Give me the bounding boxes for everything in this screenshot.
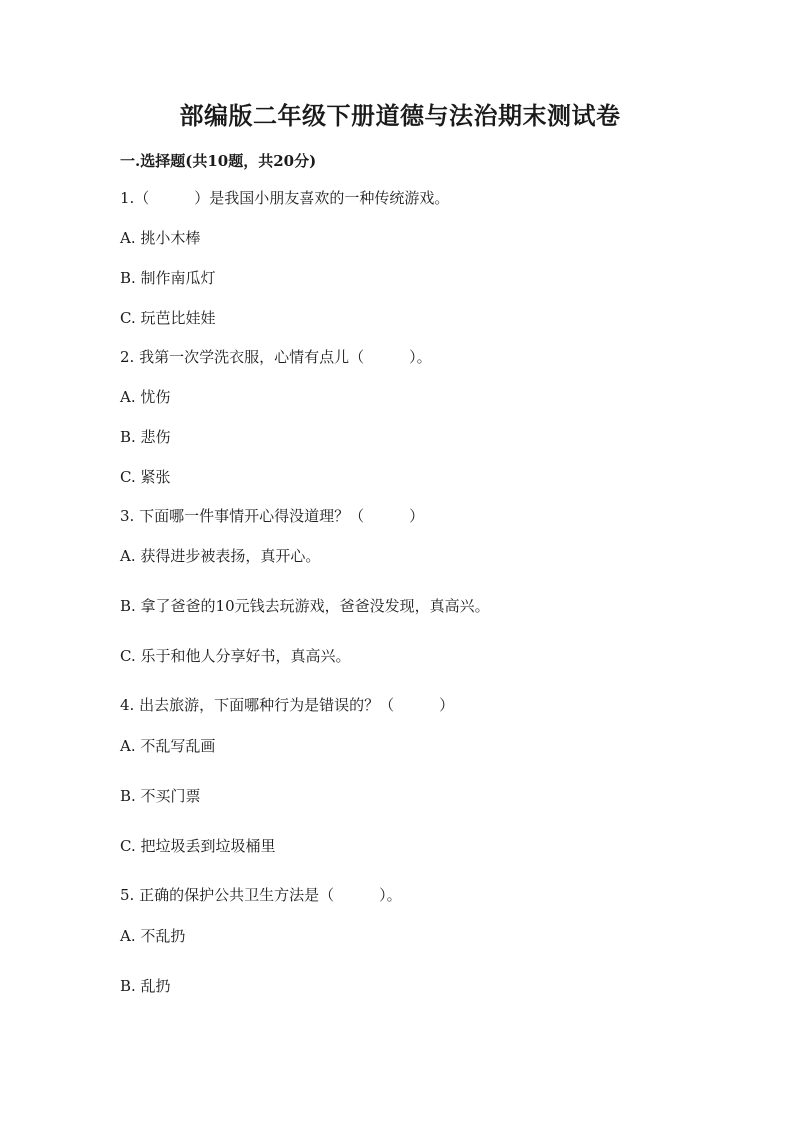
question-1-option-b: B. 制作南瓜灯 xyxy=(120,269,216,287)
question-1-option-c: C. 玩芭比娃娃 xyxy=(120,309,216,327)
question-5-option-a: A. 不乱扔 xyxy=(120,927,186,945)
page-title: 部编版二年级下册道德与法治期末测试卷 xyxy=(179,101,621,130)
question-4-stem: 4. 出去旅游，下面哪种行为是错误的？（ ） xyxy=(120,696,455,714)
question-2-stem: 2. 我第一次学洗衣服，心情有点儿（ ）。 xyxy=(120,348,432,366)
question-4-option-a: A. 不乱写乱画 xyxy=(120,737,216,755)
section-heading: 一.选择题(共10题，共20分) xyxy=(120,152,317,170)
question-2-option-c: C. 紧张 xyxy=(120,468,171,486)
question-5-option-b: B. 乱扔 xyxy=(120,977,171,995)
question-1-stem: 1.（ ）是我国小朋友喜欢的一种传统游戏。 xyxy=(120,189,450,207)
question-5-stem: 5. 正确的保护公共卫生方法是（ ）。 xyxy=(120,886,402,904)
question-3-option-c: C. 乐于和他人分享好书，真高兴。 xyxy=(120,647,351,665)
question-3-option-b: B. 拿了爸爸的10元钱去玩游戏，爸爸没发现，真高兴。 xyxy=(120,597,490,615)
question-1-option-a: A. 挑小木棒 xyxy=(120,229,201,247)
question-4-option-b: B. 不买门票 xyxy=(120,787,201,805)
question-2-option-a: A. 忧伤 xyxy=(120,388,171,406)
question-3-option-a: A. 获得进步被表扬，真开心。 xyxy=(120,547,321,565)
question-3-stem: 3. 下面哪一件事情开心得没道理？（ ） xyxy=(120,507,425,525)
question-4-option-c: C. 把垃圾丢到垃圾桶里 xyxy=(120,837,276,855)
question-2-option-b: B. 悲伤 xyxy=(120,428,171,446)
